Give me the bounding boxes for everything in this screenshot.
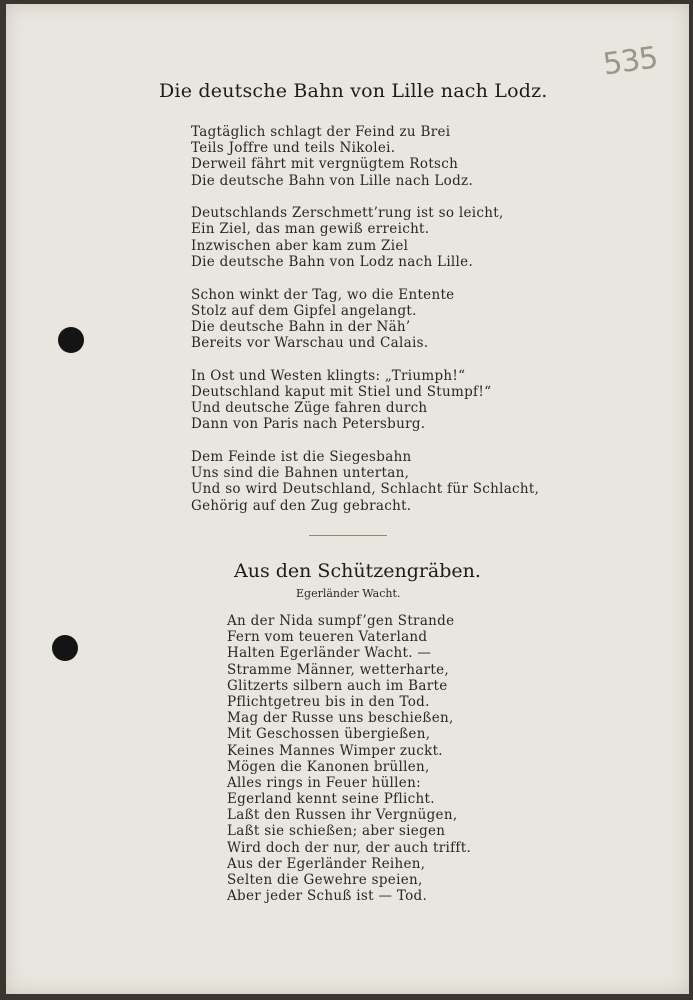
poem-line: Fern vom teueren Vaterland	[227, 629, 428, 646]
handwritten-page-number: 535	[600, 40, 660, 83]
poem-line: Deutschland kaput mit Stiel und Stumpf!“	[191, 383, 492, 400]
poem-line: Halten Egerländer Wacht. —	[227, 645, 432, 662]
poem-line: Bereits vor Warschau und Calais.	[191, 335, 429, 352]
poem-line: Und so wird Deutschland, Schlacht für Schlacht,	[191, 481, 540, 498]
poem-line: Aber jeder Schuß ist — Tod.	[227, 888, 428, 905]
poem-line: Derweil fährt mit vergnügtem Rotsch	[191, 156, 459, 173]
stanza	[191, 449, 539, 514]
poem-line: Pflichtgetreu bis in den Tod.	[227, 693, 430, 710]
poem-line: Schon winkt der Tag, wo die Entente	[191, 286, 455, 303]
poem-line: Teils Joffre und teils Nikolei.	[191, 140, 396, 157]
poem-line: Alles rings in Feuer hüllen:	[227, 774, 421, 791]
poem-line: Keines Mannes Wimper zuckt.	[227, 742, 443, 759]
poem-line: Dann von Paris nach Petersburg.	[191, 416, 426, 433]
poem-1-body	[191, 124, 539, 530]
poem-line: Deutschlands Zerschmett’rung ist so leicht,	[191, 205, 504, 222]
poem-2-subtitle: Egerländer Wacht.	[296, 587, 401, 600]
poem-line: Glitzerts silbern auch im Barte	[227, 677, 448, 694]
poem-line: Laßt sie schießen; aber siegen	[227, 823, 446, 840]
poem-line: Stramme Männer, wetterharte,	[227, 661, 450, 678]
poem-line: Inzwischen aber kam zum Ziel	[191, 237, 409, 254]
poem-line: Gehörig auf den Zug gebracht.	[191, 497, 412, 514]
poem-line: Stolz auf dem Gipfel angelangt.	[191, 302, 417, 319]
poem-line: Dem Feinde ist die Siegesbahn	[191, 449, 412, 465]
poem-line: Mit Geschossen übergießen,	[227, 726, 431, 743]
poem-line: Die deutsche Bahn von Lodz nach Lille.	[191, 253, 474, 270]
section-divider	[309, 535, 387, 536]
stanza	[191, 368, 539, 433]
poem-line: Tagtäglich schlagt der Feind zu Brei	[191, 124, 451, 140]
poem-line: Egerland kennt seine Pflicht.	[227, 791, 435, 808]
poem-line: Mag der Russe uns beschießen,	[227, 710, 454, 727]
poem-1-title: Die deutsche Bahn von Lille nach Lodz.	[159, 80, 548, 102]
punch-hole-top	[58, 327, 84, 353]
punch-hole-bottom	[52, 635, 78, 661]
poem-2-body	[227, 613, 471, 904]
stanza	[191, 124, 539, 189]
poem-line: Und deutsche Züge fahren durch	[191, 400, 428, 417]
poem-line: In Ost und Westen klingts: „Triumph!“	[191, 367, 466, 384]
document-page	[6, 4, 689, 994]
poem-line: Die deutsche Bahn in der Näh’	[191, 318, 411, 335]
poem-2-title: Aus den Schützengräben.	[234, 560, 481, 582]
poem-line: Laßt den Russen ihr Vergnügen,	[227, 807, 458, 824]
poem-line: Ein Ziel, das man gewiß erreicht.	[191, 221, 430, 238]
poem-line: An der Nida sumpf’gen Strande	[227, 613, 455, 629]
poem-line: Selten die Gewehre speien,	[227, 872, 423, 888]
poem-line: Die deutsche Bahn von Lille nach Lodz.	[191, 172, 474, 189]
poem-line: Wird doch der nur, der auch trifft.	[227, 839, 472, 856]
stanza	[191, 205, 539, 270]
poem-line: Uns sind die Bahnen untertan,	[191, 465, 410, 482]
poem-line: Aus der Egerländer Reihen,	[227, 855, 426, 872]
poem-line: Mögen die Kanonen brüllen,	[227, 758, 430, 775]
stanza	[191, 287, 539, 352]
